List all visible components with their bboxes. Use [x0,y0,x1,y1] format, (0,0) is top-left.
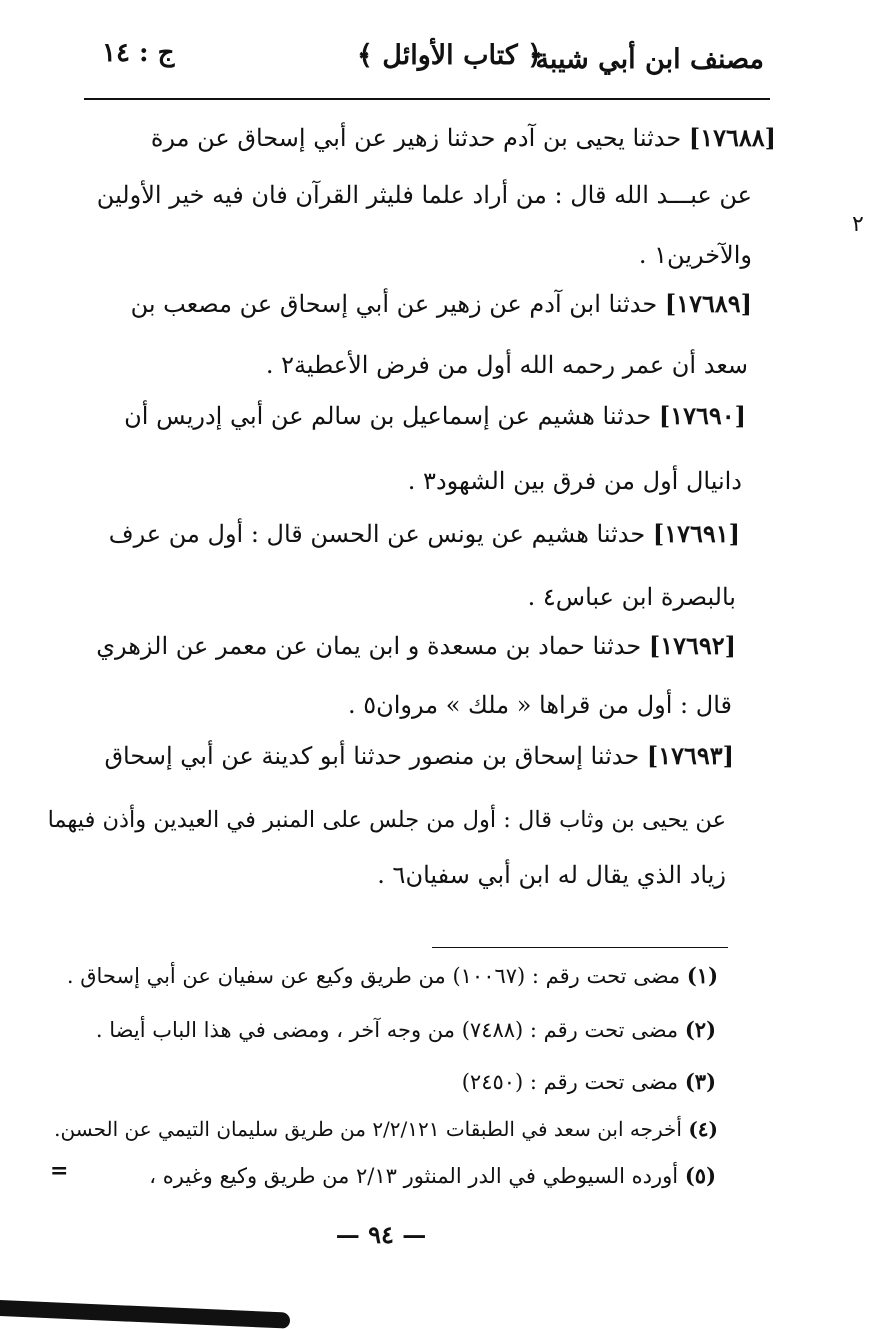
chapter-title: ﴿ كتاب الأوائل ﴾ [357,40,543,71]
hadith-number: [١٧٦٩٢] [648,631,736,660]
volume-label: ج : ١٤ [102,38,175,68]
footnote [96,1016,716,1044]
paragraph-line: دانيال أول من فرق بين الشهود٣ . [407,467,742,495]
paragraph-line: والآخرين١ . [638,241,752,269]
margin-annotation: ٢ [852,212,864,237]
footnote-mark: (٥) [684,1163,716,1188]
footnote-continuation-mark: = [50,1158,69,1184]
footnote-mark: (٢) [684,1017,716,1042]
line-text: حدثنا هشيم عن إسماعيل بن سالم عن أبي إدريس أن [124,402,652,430]
footnote [462,1068,716,1096]
paragraph-line: بالبصرة ابن عباس٤ . [527,583,736,611]
line-text: حدثنا حماد بن مسعدة و ابن يمان عن معمر عن الزهري [96,632,642,660]
footnote-mark: (٣) [684,1069,716,1094]
hadith-number: [١٧٦٩٠] [658,401,746,430]
footnote [67,962,718,990]
paragraph-line [131,288,752,320]
line-text: حدثنا يحيى بن آدم حدثنا زهير عن أبي إسحاق عن مرة [150,124,682,152]
footnote-text: مضى تحت رقم : (٧٤٨٨) من وجه آخر ، ومضى في هذا الباب أيضا . [95,1018,679,1042]
footnote [54,1116,718,1142]
footnote-mark: (١) [686,963,718,988]
paragraph-line: قال : أول من قراها « ملك » مروان٥ . [347,691,732,719]
header-divider [84,98,770,100]
paragraph-line [151,122,776,154]
hadith-number: [١٧٦٩٣] [646,741,734,770]
paragraph-line [124,400,746,432]
paragraph-line: زياد الذي يقال له ابن أبي سفيان٦ . [377,861,726,889]
hadith-number: [١٧٦٩١] [652,519,740,548]
footnote-divider [432,947,728,948]
line-text: حدثنا هشيم عن يونس عن الحسن قال : أول من عرف [108,520,646,548]
footnote-text: أورده السيوطي في الدر المنثور ٢/١٣ من طريق وكيع وغيره ، [149,1164,679,1188]
page-number: — ٩٤ — [335,1220,427,1249]
scan-edge-shadow [0,1300,290,1329]
footnote-text: أخرجه ابن سعد في الطبقات ٢/٢/١٢١ من طريق سليمان التيمي عن الحسن. [54,1117,682,1141]
hadith-number: [١٧٦٨٨] [688,123,776,152]
paragraph-line: سعد أن عمر رحمه الله أول من فرض الأعطية٢ . [265,351,748,379]
paragraph-line: عن يحيى بن وثاب قال : أول من جلس على المنبر في العيدين وأذن فيهما [47,807,726,833]
hadith-number: [١٧٦٨٩] [664,289,752,318]
line-text: حدثنا ابن آدم عن زهير عن أبي إسحاق عن مصعب بن [130,290,658,318]
line-text: حدثنا إسحاق بن منصور حدثنا أبو كدينة عن أبي إسحاق [104,742,640,770]
book-title: مصنف ابن أبي شيبة [535,44,764,75]
footnote [149,1162,716,1190]
paragraph-line [104,740,734,772]
paragraph-line [96,630,736,662]
footnote-text: مضى تحت رقم : (١٠٠٦٧) من طريق وكيع عن سفيان عن أبي إسحاق . [66,964,681,988]
page-header [88,36,764,86]
paragraph-line: عن عبـــد الله قال : من أراد علما فليثر القرآن فان فيه خير الأولين [96,181,752,209]
footnote-mark: (٤) [688,1117,718,1141]
footnote-text: مضى تحت رقم : (٢٤٥٠) [461,1070,679,1094]
paragraph-line [109,518,740,550]
